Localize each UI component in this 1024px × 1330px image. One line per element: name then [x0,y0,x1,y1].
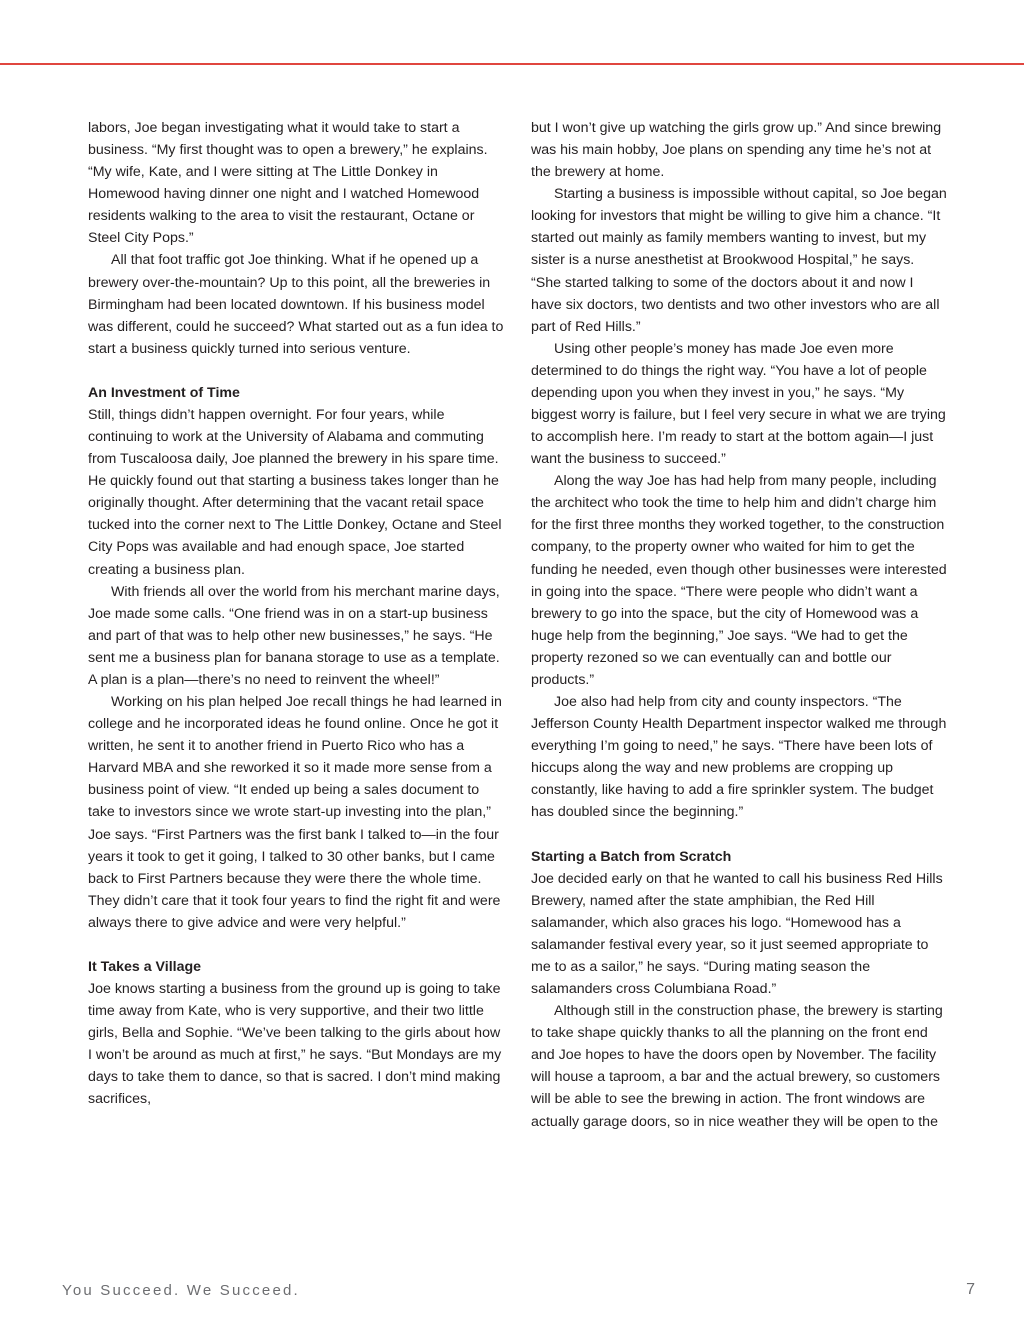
paragraph: Along the way Joe has had help from many people, including the architect who took the time to help him and didn’t charge him for the first three months they worked together, to the construction company, to the property owner who waited for him to get the funding he needed, even though other businesses were interested in going into the space. “There were people who didn’t want a brewery to go into the space, but the city of Homewood was a huge help from the beginning,” Joe says. “We had to get the property rezoned so we can eventually can and bottle our products.” [531,473,947,688]
page-number: 7 [966,1281,975,1298]
section-heading: An Investment of Time [88,384,240,401]
paragraph: Although still in the construction phase, the brewery is starting to take shape quickly thanks to all the planning on the front end and Joe hopes to have the doors open by November. The facility will house a taproom, a bar and the actual brewery, so customers will be able to see the brewing in action. The front windows are actually garage doors, so in nice weather they will be open to the [531,1003,943,1130]
article-column-right [531,117,947,1133]
section-heading: Starting a Batch from Scratch [531,848,732,865]
paragraph: With friends all over the world from his merchant marine days, Joe made some calls. “One friend was in on a start-up business and part of that was to help other new businesses,” he says. “He sent me a business plan for banana storage to use as a template. A plan is a plan—there’s no need to reinvent the wheel!” [88,583,500,688]
paragraph: but I won’t give up watching the girls grow up.” And since brewing was his main hobby, Joe plans on spending any time he’s not at the brewery at home. [531,120,942,181]
spacer [88,360,504,382]
header-rule [0,63,1024,65]
paragraph: Starting a business is impossible without capital, so Joe began looking for investors that might be willing to give him a chance. “It started out mainly as family members wanting to invest, but my sister is a nurse anesthetist at Brookwood Hospital,” he says. “She started talking to some of the doctors about it and now I have six doctors, two dentists and two other investors who are all part of Red Hills.” [531,186,947,335]
paragraph: Working on his plan helped Joe recall things he had learned in college and he incorporated ideas he found online. Once he got it written, he sent it to another friend in Puerto Rico who has a Harvard MBA and she reworked it so it made more sense from a business point of view. “It ended up being a sales document to take to investors since we wrote start-up investing into the plan,” Joe says. “First Partners was the first bank I talked to—in the four years it took to get it going, I talked to 30 other banks, but I came back to First Partners because they were there the whole time. They didn’t care that it took four years to find the right fit and were always there to give advice and were very helpful.” [88,694,502,931]
paragraph: labors, Joe began investigating what it would take to start a business. “My first thought was to open a brewery,” he explains. “My wife, Kate, and I were sitting at The Little Donkey in Homewood having dinner one night and I watched Homewood residents walking to the area to visit the restaurant, Octane or Steel City Pops.” [88,120,488,247]
paragraph: Still, things didn’t happen overnight. For four years, while continuing to work at the University of Alabama and commuting from Tuscaloosa daily, Joe planned the brewery in his spare time. He quickly found out that starting a business takes longer than he originally thought. After determining that the vacant retail space tucked into the corner next to The Little Donkey, Octane and Steel City Pops was available and had enough space, Joe started creating a business plan. [88,407,502,578]
paragraph: Joe knows starting a business from the ground up is going to take time away from Kate, who is very supportive, and their two little girls, Bella and Sophie. “We’ve been talking to the girls about how I won’t be around as much at first,” he says. “But Mondays are my days to take them to dance, so that is sacred. I don’t mind making sacrifices, [88,981,502,1108]
spacer [88,934,504,956]
paragraph: Joe also had help from city and county inspectors. “The Jefferson County Health Department inspector walked me through everything I’m going to need,” he says. “There have been lots of hiccups along the way and new problems are cropping up constantly, like having to add a fire sprinkler system. The budget has doubled since the beginning.” [531,694,947,821]
paragraph: Joe decided early on that he wanted to call his business Red Hills Brewery, named after the state amphibian, the Red Hill salamander, which also graces his logo. “Homewood has a salamander festival every year, so it just seemed appropriate to me to as a sailor,” he says. “During mating season the salamanders cross Columbiana Road.” [531,870,943,998]
paragraph: All that foot traffic got Joe thinking. What if he opened up a brewery over-the-mountain? Up to this point, all the breweries in Birmingham had been located downtown. If his business model was different, could he succeed? What started out as a fun idea to start a business quickly turned into serious venture. [88,252,504,357]
spacer [531,824,947,846]
section-heading: It Takes a Village [88,958,202,975]
paragraph: Using other people’s money has made Joe even more determined to do things the right way. “You have a lot of people depending upon you when they invest in you,” he says. “My biggest worry is failure, but I feel very secure in what we are trying to accomplish here. I’m ready to start at the bottom again—I just want the business to succeed.” [531,340,946,468]
footer-tagline: You Succeed. We Succeed. [62,1282,300,1299]
article-column-left [88,117,504,1111]
